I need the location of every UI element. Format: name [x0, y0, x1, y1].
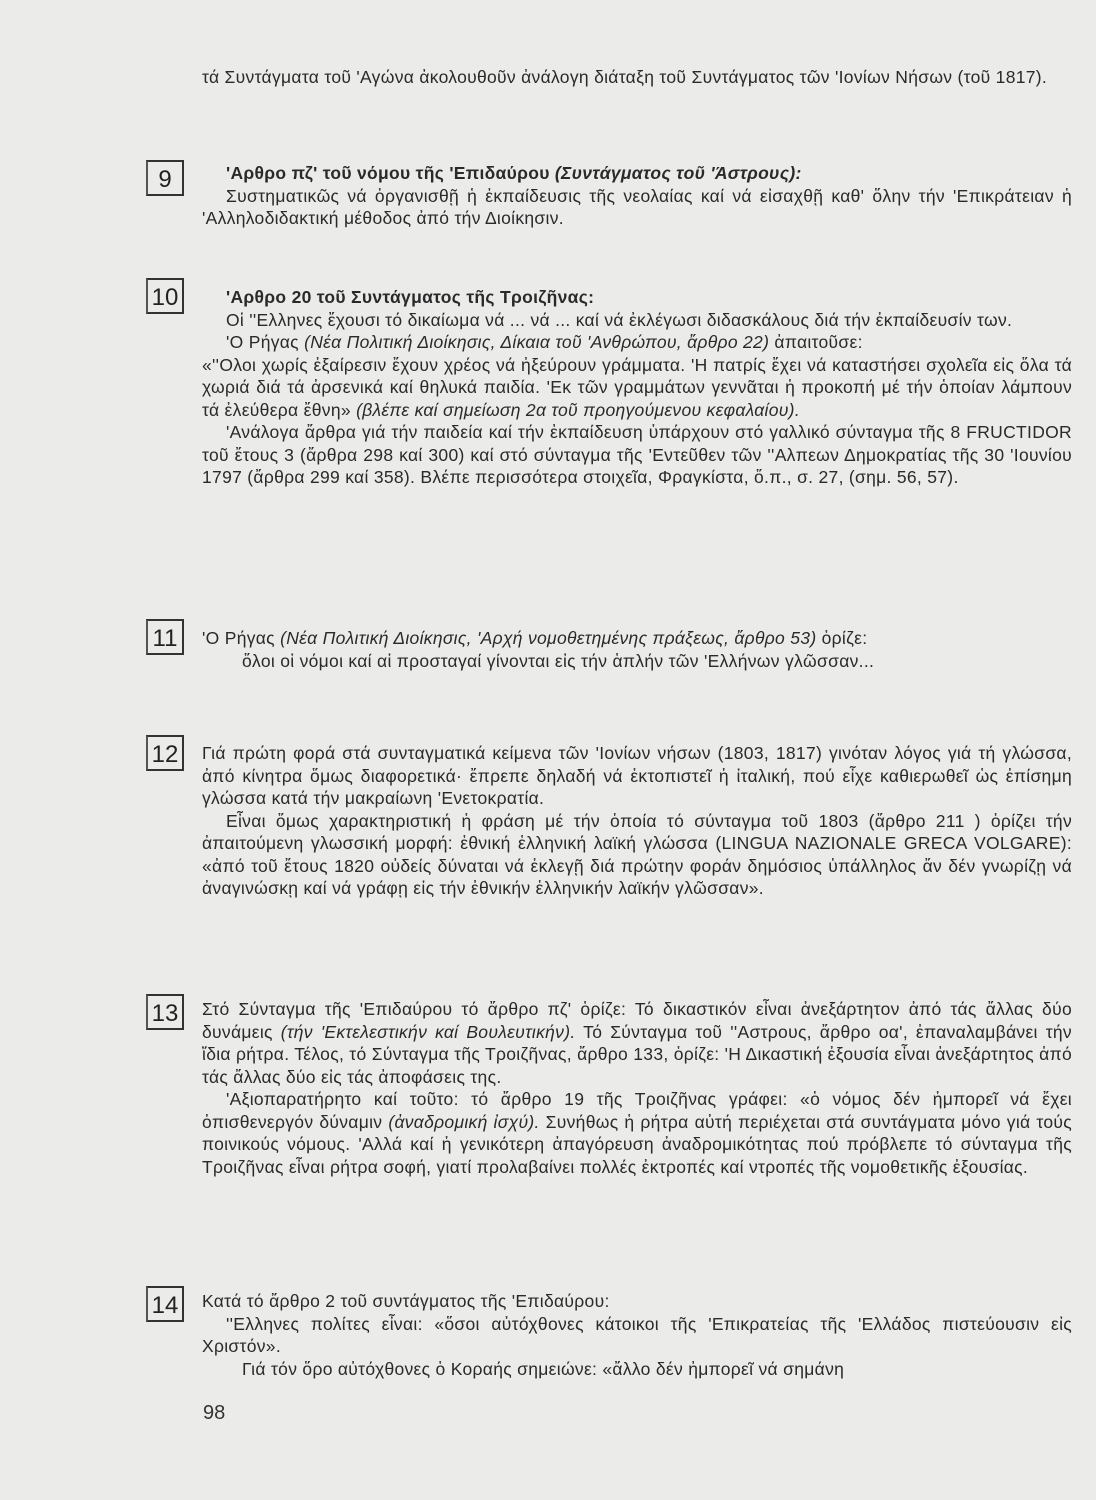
note-10-heading: 'Αρθρο 20 τοῦ Συντάγματος τῆς Τροιζῆνας:	[226, 287, 595, 307]
note-11-p1-italic: (Νέα Πολιτική Διοίκησις, 'Αρχή νομοθετημένης πράξεως, ἄρθρο 53)	[280, 628, 817, 648]
note-10-p2-italic: (Νέα Πολιτική Διοίκησις, Δίκαια τοῦ 'Ανθρώπου, ἄρθρο 22)	[304, 332, 770, 352]
note-14-p2: ''Ελληνες πολίτες εἶναι: «ὅσοι αὐτόχθονες κάτοικοι τῆς 'Επικρατείας τῆς 'Ελλάδος πιστεύουσιν εἰς Χριστόν».	[202, 1313, 1072, 1356]
note-13-p2-end: Συνήθως ἡ ρήτρα αὐτή περιέχεται στά συντάγματα μόνο γιά τούς ποινικούς νόμους. 'Αλλά καί ἡ γενικότερη ἀπαγόρευση ἀναδρομικότητας πού πρόβλεπε τό σύνταγμα τῆς Τροιζῆνας εἶναι ρήτρα σοφή, γιατί προλαβαίνει πολλές ἐκτροπές καί ντροπές τῆς νομοθετικῆς ἐξουσίας.	[202, 1111, 1072, 1177]
note-number-9: 9	[146, 160, 184, 196]
note-13-p1-start: Στό Σύνταγμα τῆς 'Επιδαύρου τό ἄρθρο πζ' ὁρίζε: Τό δικαστικόν εἶναι ἀνεξάρτητον ἀπό τάς ἄλλας δύο δυνάμεις	[202, 999, 1072, 1042]
note-number-10: 10	[146, 278, 184, 314]
note-13-p2-start: 'Αξιοπαρατήρητο καί τοῦτο: τό ἄρθρο 19 τῆς Τροιζῆνας γράφει: «ὁ νόμος δέν ἠμπορεῖ νά ἔχει ὀπισθενεργόν δύναμιν	[202, 1089, 1072, 1132]
note-13-p1-italic: (τήν 'Εκτελεστικήν καί Βουλευτικήν).	[280, 1021, 576, 1042]
note-10-quote-ref: (βλέπε καί σημείωση 2α τοῦ προηγούμενου κεφαλαίου).	[356, 399, 800, 420]
note-10-p2-end: ἀπαιτοῦσε:	[769, 332, 863, 352]
note-9-body: Συστηματικῶς νά ὀργανισθῇ ἡ ἐκπαίδευσις τῆς νεολαίας καί νά εἰσαχθῇ καθ' ὅλην τήν 'Επικράτειαν ἡ 'Αλληλοδιδακτική μέθοδος ἀπό τήν Διοίκησιν.	[202, 185, 1072, 228]
note-10-p2-start: 'Ο Ρήγας	[226, 332, 305, 352]
note-9-heading: 'Αρθρο πζ' τοῦ νόμου τῆς 'Επιδαύρου	[226, 163, 555, 183]
note-13	[202, 998, 1072, 1178]
note-12-p1: Γιά πρώτη φορά στά συνταγματικά κείμενα τῶν 'Ιονίων νήσων (1803, 1817) γινόταν λόγος γιά τή γλώσσα, ἀπό κίνητρα ὅμως διαφορετικά· ἔπρεπε δηλαδή νά ἐκτοπιστεῖ ἡ ἰταλική, πού εἶχε καθιερωθεῖ ὡς ἐπίσημη γλώσσα κατά τήν μακραίωνη 'Ενετοκρατία.	[202, 743, 1072, 808]
note-10-p1: Οἱ ''Ελληνες ἔχουσι τό δικαίωμα νά ... νά ... καί νά ἐκλέγωσι διδασκάλους διά τήν ἐκπαίδευσίν των.	[226, 309, 1013, 330]
note-12-p2: Εἶναι ὅμως χαρακτηριστική ἡ φράση μέ τήν ὁποία τό σύνταγμα τοῦ 1803 (ἄρθρο 211 ) ὁρίζει τήν ἀπαιτούμενη γλωσσική μορφή: ἐθνική ἑλληνική λαϊκή γλώσσα (LINGUA NAZIONALE GRECA VOLGARE): «ἀπό τοῦ ἔτους 1820 οὐδείς δύναται νά ἐκλεγῇ διά πρώτην φοράν δημόσιος ὑπάλληλος ἄν δέν γνωρίζῃ νά ἀναγινώσκῃ καί νά γράφῃ εἰς τήν ἐθνικήν ἑλληνικήν λαϊκήν γλῶσσαν».	[202, 810, 1072, 898]
note-13-p2-italic: (ἀναδρομική ἰσχύ).	[388, 1111, 540, 1132]
note-11-quote: ὅλοι οἱ νόμοι καί αἱ προσταγαί γίνονται εἰς τήν ἁπλήν τῶν 'Ελλήνων γλῶσσαν...	[242, 650, 875, 671]
note-11-p1-end: ὁρίζε:	[816, 628, 868, 648]
note-14-p1: Κατά τό ἄρθρο 2 τοῦ συντάγματος τῆς 'Επιδαύρου:	[202, 1291, 610, 1311]
note-12	[202, 742, 1072, 900]
note-13-p1-end: Τό Σύνταγμα τοῦ ''Αστρους, ἄρθρο οα', ἐπαναλαμβάνει τήν ἴδια ρήτρα. Τέλος, τό Σύνταγμα τῆς Τροιζῆνας, ἄρθρο 133, ὁρίζε: 'Η Δικαστική ἐξουσία εἶναι ἀνεξάρτητος ἀπό τάς ἄλλας δύο εἰς τάς ἀποφάσεις της.	[202, 1021, 1072, 1087]
note-number-12: 12	[146, 735, 184, 771]
note-10-p4: 'Ανάλογα ἄρθρα γιά τήν παιδεία καί τήν ἐκπαίδευση ὑπάρχουν στό γαλλικό σύνταγμα τῆς 8 FRUCTIDOR τοῦ ἔτους 3 (ἄρθρα 298 καί 300) καί στό σύνταγμα τῆς 'Εντεῦθεν τῶν ''Αλπεων Δημοκρατίας τῆς 30 'Ιουνίου 1797 (ἄρθρα 299 καί 358). Βλέπε περισσότερα στοιχεῖα, Φραγκίστα, ὅ.π., σ. 27, (σημ. 56, 57).	[202, 422, 1072, 487]
note-number-14: 14	[146, 1286, 184, 1322]
note-10-quote: «''Ολοι χωρίς ἐξαίρεσιν ἔχουν χρέος νά ἠξεύρουν γράμματα. 'Η πατρίς ἔχει νά καταστήσει σχολεῖα εἰς ὅλα τά χωριά διά τά ἀρσενικά καί θηλυκά παιδία. 'Εκ τῶν γραμμάτων γεννᾶται ἡ προκοπή μέ τήν ὁποίαν λάμπουν τά ἐλεύθερα ἔθνη»	[202, 354, 1072, 420]
note-11	[202, 627, 1072, 672]
note-9	[202, 162, 1072, 230]
note-14-p3: Γιά τόν ὅρο αὐτόχθονες ὁ Κοραής σημειώνε: «ἄλλο δέν ἠμπορεῖ νά σημάνη	[242, 1358, 845, 1379]
page-number: 98	[203, 1402, 226, 1424]
note-14	[202, 1290, 1072, 1380]
note-number-13: 13	[146, 994, 184, 1030]
intro-paragraph	[202, 66, 1072, 89]
note-11-p1-start: 'Ο Ρήγας	[202, 628, 281, 648]
note-9-heading-italic: (Συντάγματος τοῦ 'Άστρους):	[554, 163, 802, 183]
note-10	[202, 286, 1072, 489]
intro-text: τά Συντάγματα τοῦ 'Αγώνα ἀκολουθοῦν ἀνάλογη διάταξη τοῦ Συντάγματος τῶν 'Ιονίων Νήσων (τοῦ 1817).	[202, 67, 1048, 87]
note-number-11: 11	[146, 619, 184, 655]
